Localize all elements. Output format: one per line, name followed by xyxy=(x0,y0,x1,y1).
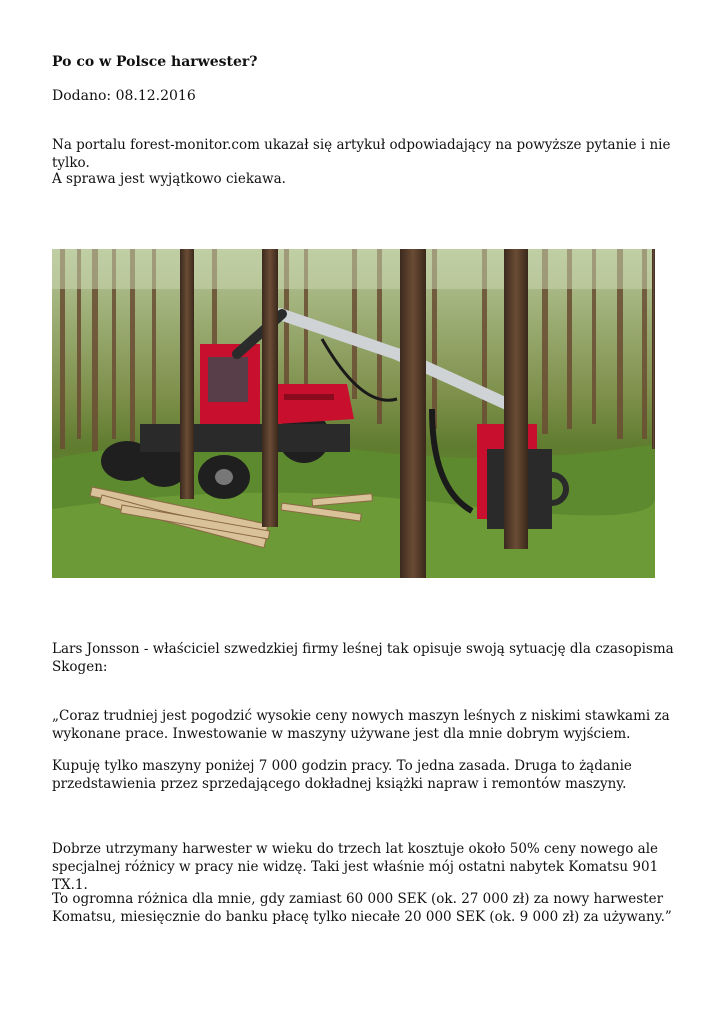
harvester-photo xyxy=(52,249,655,578)
intro-paragraph-2: A sprawa jest wyjątkowo ciekawa. xyxy=(52,171,286,187)
quote-paragraph-4: To ogromna różnica dla mnie, gdy zamiast 60 000 SEK (ok. 27 000 zł) za nowy harwester Komatsu, miesięcznie do banku płacę tylko niecałe 20 000 SEK (ok. 9 000 zł) za używany.” xyxy=(52,891,672,925)
article-title: Po co w Polsce harwester? xyxy=(52,54,258,70)
article-date: Dodano: 08.12.2016 xyxy=(52,88,196,104)
quote-paragraph-1: „Coraz trudniej jest pogodzić wysokie ceny nowych maszyn leśnych z niskimi stawkami za wykonane prace. Inwestowanie w maszyny używane jest dla mnie dobrym wyjściem. xyxy=(52,708,670,742)
lead-paragraph: Lars Jonsson - właściciel szwedzkiej firmy leśnej tak opisuje swoją sytuację dla czasopisma Skogen: xyxy=(52,641,674,675)
intro-paragraph-1: Na portalu forest-monitor.com ukazał się artykuł odpowiadający na powyższe pytanie i nie tylko. xyxy=(52,137,671,171)
quote-paragraph-3: Dobrze utrzymany harwester w wieku do trzech lat kosztuje około 50% ceny nowego ale specjalnej różnicy w pracy nie widzę. Taki jest właśnie mój ostatni nabytek Komatsu 901 TX.1. xyxy=(52,841,659,893)
quote-paragraph-2: Kupuję tylko maszyny poniżej 7 000 godzin pracy. To jedna zasada. Druga to żądanie przedstawienia przez sprzedającego dokładnej książki napraw i remontów maszyny. xyxy=(52,758,632,792)
